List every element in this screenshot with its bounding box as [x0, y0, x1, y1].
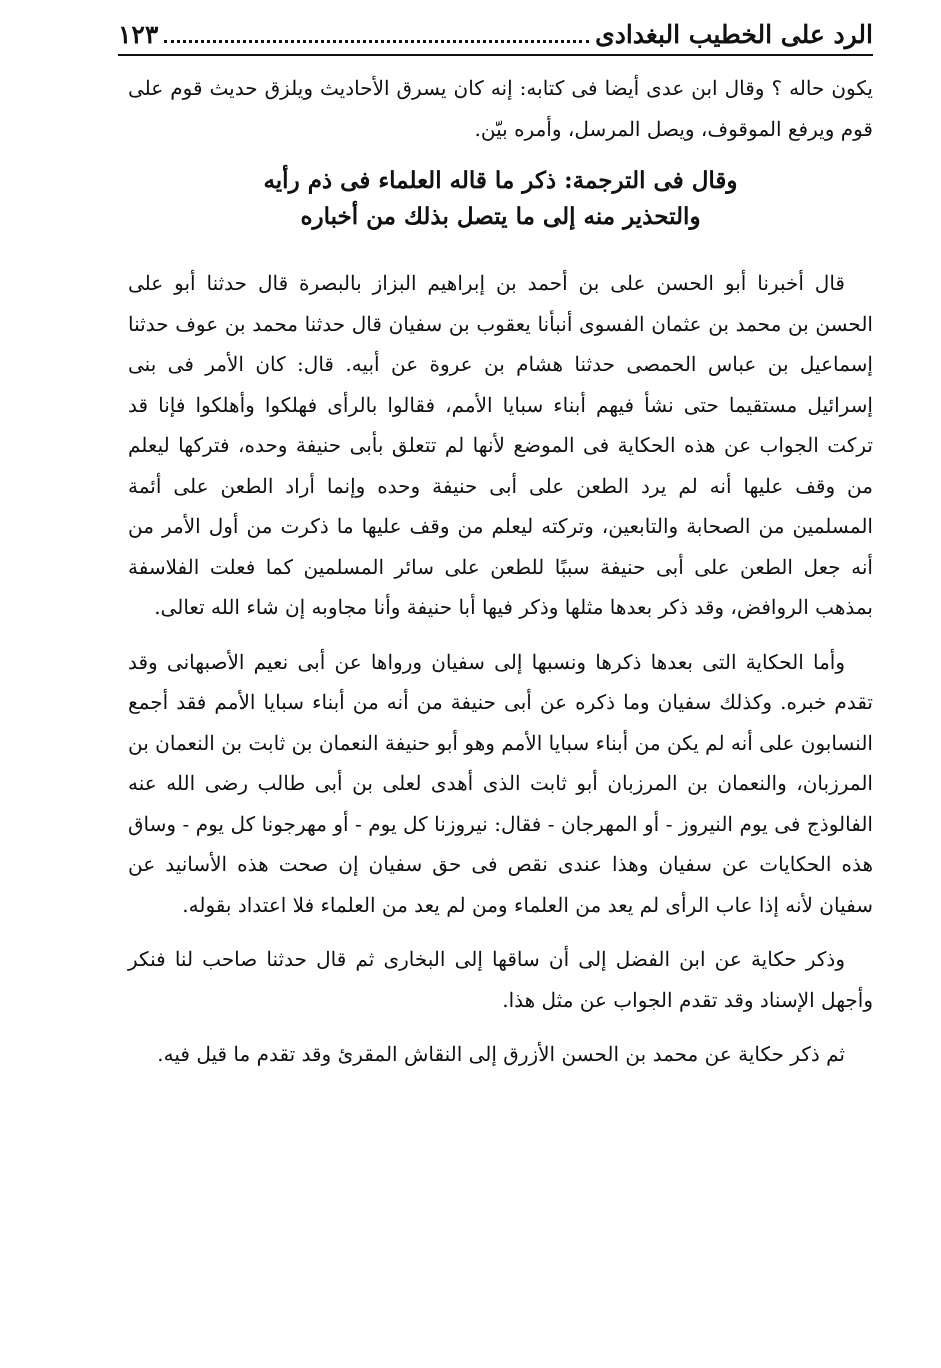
paragraph-1: قال أخبرنا أبو الحسن على بن أحمد بن إبراهيم البزاز بالبصرة قال حدثنا أبو على الحسن بن محمد بن عثمان الفسوى أنبأنا يعقوب بن سفيان قال حدثنا محمد بن عوف حدثنا إسماعيل بن عباس الحمصى حدثنا هشام بن عروة عن أبيه. قال: كان الأمر فى بنى إسرائيل مستقيما حتى نشأ فيهم أبناء سبايا الأمم، فقالوا بالرأى فهلكوا وأهلكوا فإنا قد تركت الجواب عن هذه الحكاية فى الموضع لأنها لم تتعلق بأبى حنيفة وحده، فتركها ليعلم من وقف عليها أنه لم يرد الطعن على أبى حنيفة وحده وإنما أراد الطعن على أئمة المسلمين من الصحابة والتابعين، وتركته ليعلم من وقف عليها ما ذكرت من أول الأمر من أنه جعل الطعن على أبى حنيفة سببًا للطعن على سائر المسلمين كما فعلت الفلاسفة بمذهب الروافض، وقد ذكر بعدها مثلها وذكر فيها أبا حنيفة وأنا مجاوبه إن شاء الله تعالى. — [128, 271, 873, 619]
paragraph-continuation: يكون حاله ؟ وقال ابن عدى أيضا فى كتابه: إنه كان يسرق الأحاديث ويلزق حديث قوم على قوم ويرفع الموقوف، ويصل المرسل، وأمره بيّن. — [128, 76, 873, 141]
section-heading-line-1: وقال فى الترجمة: ذكر ما قاله العلماء فى ذم رأيه — [263, 167, 738, 194]
dotted-leader — [164, 26, 589, 43]
section-heading-line-2: والتحذير منه إلى ما يتصل بذلك من أخباره — [300, 203, 701, 230]
page-body — [128, 68, 873, 1089]
page-number: ١٢٣ — [118, 19, 159, 49]
paragraph-4: ثم ذكر حكاية عن محمد بن الحسن الأزرق إلى النقاش المقرئ وقد تقدم ما قيل فيه. — [157, 1042, 845, 1066]
section-heading — [128, 163, 873, 235]
page-header — [118, 14, 873, 56]
paragraph-3: وذكر حكاية عن ابن الفضل إلى أن ساقها إلى البخارى ثم قال حدثنا صاحب لنا فنكر وأجهل الإسناد وقد تقدم الجواب عن مثل هذا. — [128, 947, 873, 1012]
running-title: الرد على الخطيب البغدادى — [595, 19, 873, 49]
paragraph-2: وأما الحكاية التى بعدها ذكرها ونسبها إلى سفيان ورواها عن أبى نعيم الأصبهانى وقد تقدم خبره. وكذلك سفيان وما ذكره عن أبى حنيفة من أنه من أبناء سبايا الأمم فقد أجمع النسابون على أنه لم يكن من أبناء سبايا الأمم وهو أبو حنيفة النعمان بن ثابت بن النعمان بن المرزبان، والنعمان بن المرزبان أبو ثابت الذى أهدى لعلى بن أبى طالب رضى الله عنه الفالوذج فى يوم النيروز - أو المهرجان - فقال: نيروزنا كل يوم - أو مهرجونا كل يوم - وساق هذه الحكايات عن سفيان وهذا عندى نقص فى حق سفيان إن صحت هذه الأسانيد عن سفيان لأنه إذا عاب الرأى لم يعد من العلماء ومن لم يعد من العلماء فلا اعتداد بقوله. — [128, 649, 873, 917]
